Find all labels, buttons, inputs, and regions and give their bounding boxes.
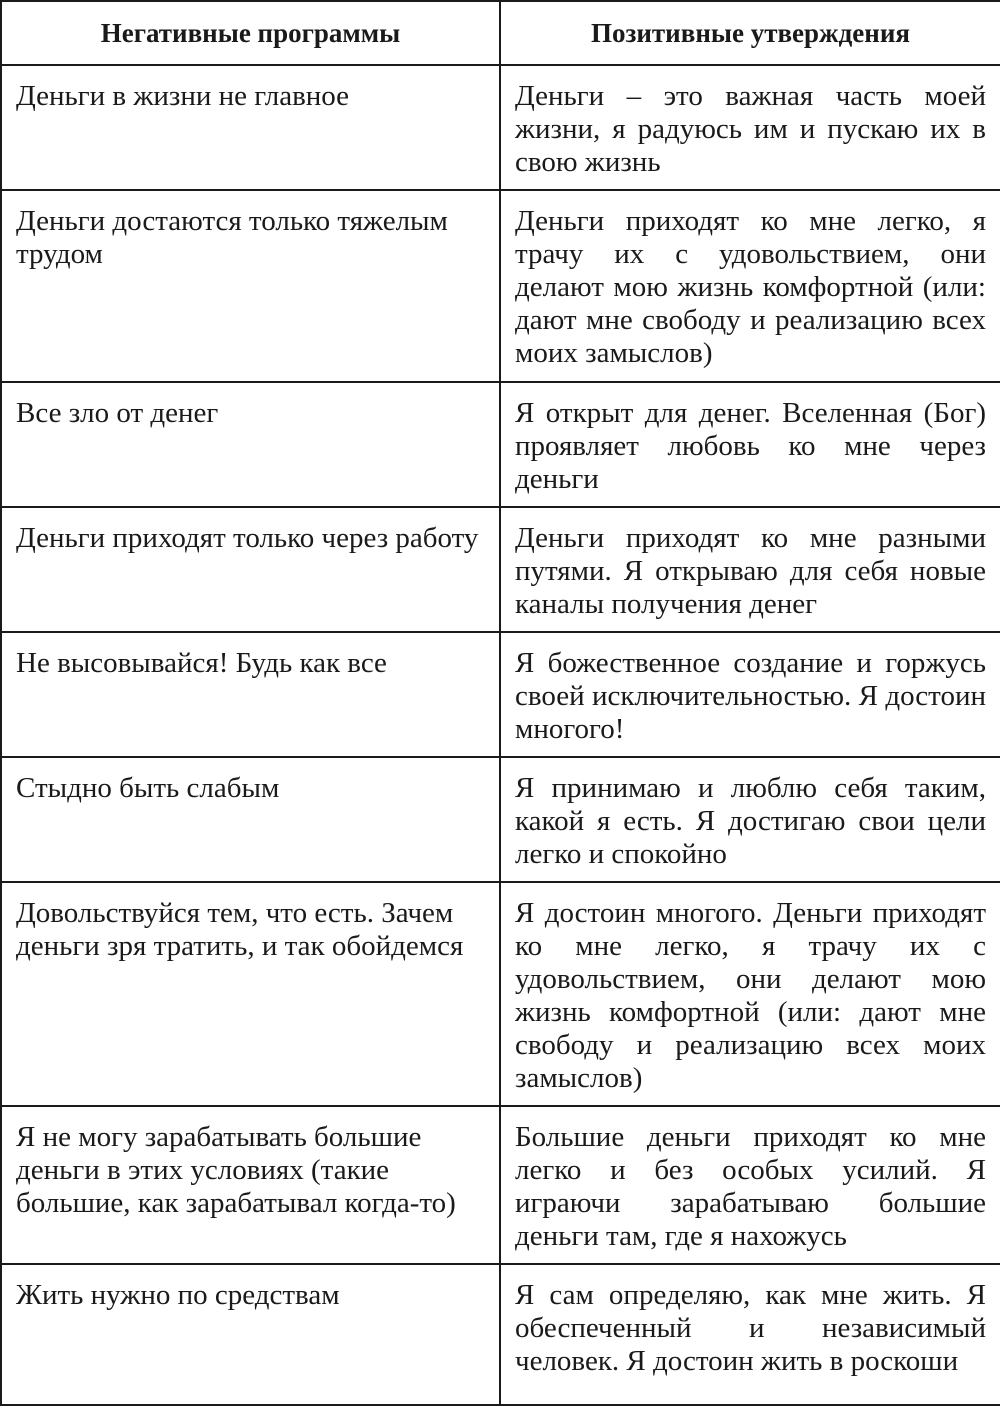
positive-affirmation-cell: Я открыт для денег. Вселенная (Бог) проявляет любовь ко мне через деньги	[500, 382, 1000, 507]
negative-program-cell: Я не могу зарабатывать большие деньги в этих условиях (такие большие, как зарабатывал когда-то)	[1, 1106, 500, 1264]
table-row	[1, 190, 1000, 382]
positive-affirmation-cell: Деньги – это важная часть моей жизни, я радуюсь им и пускаю их в свою жизнь	[500, 65, 1000, 190]
negative-program-cell: Все зло от денег	[1, 382, 500, 507]
negative-program-cell: Не высовывайся! Будь как все	[1, 632, 500, 757]
negative-program-cell: Довольствуйся тем, что есть. Зачем деньги зря тратить, и так обойдемся	[1, 882, 500, 1106]
table-row	[1, 1106, 1000, 1264]
positive-affirmation-cell: Я сам определяю, как мне жить. Я обеспеченный и независимый человек. Я достоин жить в роскоши	[500, 1264, 1000, 1405]
positive-affirmation-cell: Я достоин многого. Деньги приходят ко мне легко, я трачу их с удовольствием, они делают мою жизнь комфортной (или: дают мне свободу и реализацию всех моих замыслов)	[500, 882, 1000, 1106]
positive-affirmation-cell: Я принимаю и люблю себя таким, какой я есть. Я достигаю свои цели легко и спокойно	[500, 757, 1000, 882]
negative-program-cell: Деньги достаются только тяжелым трудом	[1, 190, 500, 382]
column-header-negative: Негативные программы	[1, 1, 500, 65]
positive-affirmation-cell: Деньги приходят ко мне разными путями. Я открываю для себя новые каналы получения денег	[500, 507, 1000, 632]
positive-affirmation-cell: Деньги приходят ко мне легко, я трачу их с удовольствием, они делают мою жизнь комфортной (или: дают мне свободу и реализацию всех моих замыслов)	[500, 190, 1000, 382]
positive-affirmation-cell: Я божественное создание и горжусь своей исключительностью. Я достоин многого!	[500, 632, 1000, 757]
table-row	[1, 507, 1000, 632]
table-row	[1, 632, 1000, 757]
positive-affirmation-cell: Большие деньги приходят ко мне легко и без особых усилий. Я играючи зарабатываю большие деньги там, где я нахожусь	[500, 1106, 1000, 1264]
negative-program-cell: Жить нужно по средствам	[1, 1264, 500, 1405]
table-row	[1, 382, 1000, 507]
negative-program-cell: Деньги приходят только через работу	[1, 507, 500, 632]
table-row	[1, 65, 1000, 190]
table-row	[1, 882, 1000, 1106]
negative-program-cell: Стыдно быть слабым	[1, 757, 500, 882]
negative-program-cell: Деньги в жизни не главное	[1, 65, 500, 190]
table-row	[1, 1264, 1000, 1405]
column-header-positive: Позитивные утверждения	[500, 1, 1000, 65]
table-header-row	[1, 1, 1000, 65]
table-row	[1, 757, 1000, 882]
